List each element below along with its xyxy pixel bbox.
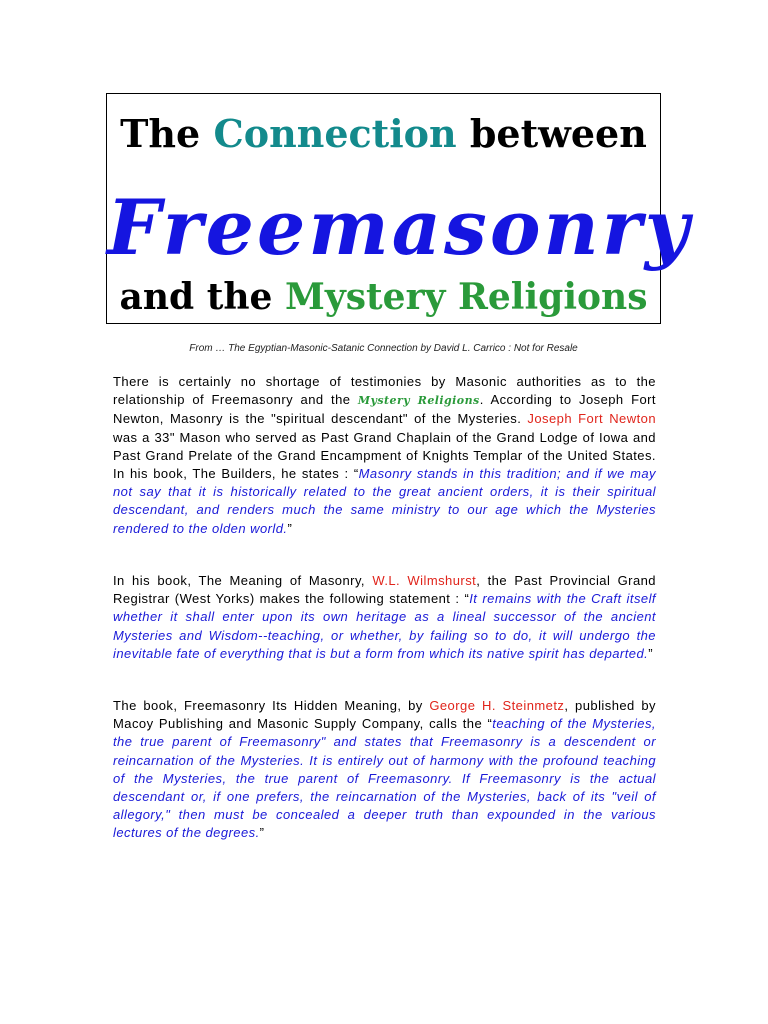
p3-end: ” [259,825,265,841]
p2-quote: It remains with the Craft itself whether it shall enter upon its own heritage as a lineal successor of the ancient Mysteries and Wisdom--teaching, or whether, by failing so to do, it will undergo the inevitable fate of everything that is but a form from which its native spirit has departed. [113,591,656,661]
p3-text-1: The book, Freemasonry Its Hidden Meaning, by [113,698,430,713]
p1-quote: Masonry stands in this tradition; and if we may not say that it is historically related to the great ancient orders, it is their spiritual descendant, and renders much the same ministry to our age which the Mysteries rendered to the olden world. [113,466,656,536]
p1-text-3: was a 33" Mason who served as Past Grand Chaplain of the Grand Lodge of Iowa and Past Grand Prelate of the Grand Encampment of Knights Templar of the United States. In his book, The Builders, he states : “ [113,429,656,482]
p2-text-2: , the Past Provincial Grand Registrar (West Yorks) makes the following statement : “ [113,573,656,607]
p2-text-1: In his book, The Meaning of Masonry, [113,573,373,588]
title-mystery-religions: Mystery Religions [285,276,648,318]
title-line-3 [107,274,660,320]
title-line-1 [107,110,660,158]
p1-mystery-religions: Mystery Religions [357,394,480,408]
paragraph-1 [113,373,656,538]
p3-name-steinmetz: George H. Steinmetz [429,698,565,713]
title-between: between [469,111,647,156]
title-box [106,93,692,324]
title-the: The [120,111,201,156]
p2-name-wilmshurst: W.L. Wilmshurst [372,573,477,588]
source-line: From … The Egyptian-Masonic-Satanic Connection by David L. Carrico : Not for Resale [189,343,578,354]
paragraph-2 [113,572,656,663]
title-connection: Connection [213,111,457,156]
title-freemasonry: Freemasonry [107,183,692,272]
title-and-the: and the [119,276,273,318]
p2-end: ” [648,645,653,661]
p1-name-newton: Joseph Fort Newton [527,411,656,427]
p1-text-2: . According to Joseph Fort Newton, Masonry is the "spiritual descendant" of the Mysteries. [113,392,656,427]
p3-text-2: , published by Macoy Publishing and Masonic Supply Company, calls the “ [113,698,656,732]
paragraph-3 [113,697,656,843]
p3-quote: teaching of the Mysteries, the true parent of Freemasonry" and states that Freemasonry is a descendent or reincarnation of the Mysteries. It is entirely out of harmony with the profound teaching of the Mysteries, the true parent of Freemasonry. If Freemasonry is the actual descendant or, if one prefers, the reincarnation of the Mysteries, back of its "veil of allegory," then must be concealed a deeper truth than expounded in the various lectures of the degrees. [113,716,656,841]
p1-text-1: There is certainly no shortage of testimonies by Masonic authorities as to the relationship of Freemasonry and the [113,374,656,408]
p1-end: ” [287,520,293,536]
